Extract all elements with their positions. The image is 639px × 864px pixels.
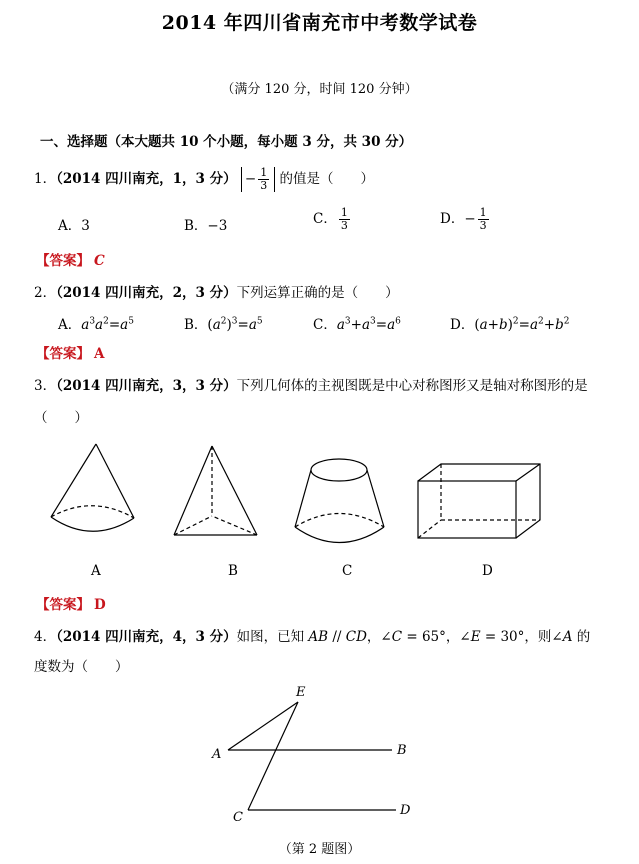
cone-figure — [51, 444, 134, 531]
point-a-label: A — [212, 747, 222, 762]
question-1: 1．（2014 四川南充，1，3 分） − $\frac{1}{3}$ 的值是（ ） — [34, 166, 375, 192]
q2-option-c: C．$a^3+a^3=a^6$ — [313, 316, 401, 333]
q1-option-a: A．3 — [58, 218, 90, 234]
point-c-label: C — [233, 810, 243, 825]
question-source: （2014 四川南充，3，3 分） — [56, 378, 237, 394]
label-a: A — [91, 563, 101, 579]
q2-option-d: D．$(a+b)^2=a^2+b^2$ — [450, 316, 570, 333]
line-ec — [248, 702, 298, 810]
q1-option-d: D．− $\frac{1}{3}$ — [440, 206, 487, 232]
label-d: D — [482, 563, 493, 579]
question-4: 4．（2014 四川南充，4，3 分）如图，已知 AB // CD，∠C = 65°，∠E = 30°，则∠A 的 — [34, 629, 591, 645]
figure-caption: （第 2 题图） — [278, 842, 361, 857]
q4-parallel-lines-figure — [200, 680, 430, 830]
q2-answer: 【答案】 A — [36, 346, 105, 362]
question-3-blank: （ ） — [34, 410, 88, 426]
question-source: （2014 四川南充，4，3 分） — [56, 629, 237, 645]
frustum-figure — [295, 459, 384, 543]
q1-answer: 【答案】 C — [36, 253, 105, 269]
absolute-value: − $\frac{1}{3}$ — [241, 167, 275, 192]
q3-solids-figure — [0, 430, 639, 560]
q2-option-a: A．$a^3a^2=a^5$ — [58, 316, 134, 333]
question-source: （2014 四川南充，1，3 分） — [56, 171, 237, 187]
question-3: 3．（2014 四川南充，3，3 分）下列几何体的主视图既是中心对称图形又是轴对称图形的是 — [34, 378, 588, 394]
cuboid-figure — [418, 464, 540, 538]
label-c: C — [342, 563, 353, 579]
point-e-label: E — [296, 685, 306, 700]
page-title: 2014 年四川省南充市中考数学试卷 — [161, 12, 478, 34]
point-b-label: B — [397, 743, 407, 758]
question-4-line2: 度数为（ ） — [34, 659, 129, 675]
point-d-label: D — [400, 803, 411, 818]
q1-option-c: C． $\frac{1}{3}$ — [313, 206, 348, 232]
q2-option-b: B．$(a^2)^3=a^5$ — [184, 316, 263, 333]
label-b: B — [228, 563, 238, 579]
q3-answer: 【答案】 D — [36, 597, 106, 613]
section-heading: 一、选择题（本大题共 10 个小题，每小题 3 分，共 30 分） — [40, 134, 413, 150]
question-source: （2014 四川南充，2，3 分） — [56, 285, 237, 301]
exam-info: （满分 120 分，时间 120 分钟） — [221, 82, 418, 97]
q1-option-b: B．−3 — [184, 218, 228, 234]
pyramid-figure — [174, 446, 257, 535]
question-2: 2．（2014 四川南充，2，3 分）下列运算正确的是（ ） — [34, 285, 399, 301]
fraction: $\frac{1}{3}$ — [260, 166, 268, 192]
